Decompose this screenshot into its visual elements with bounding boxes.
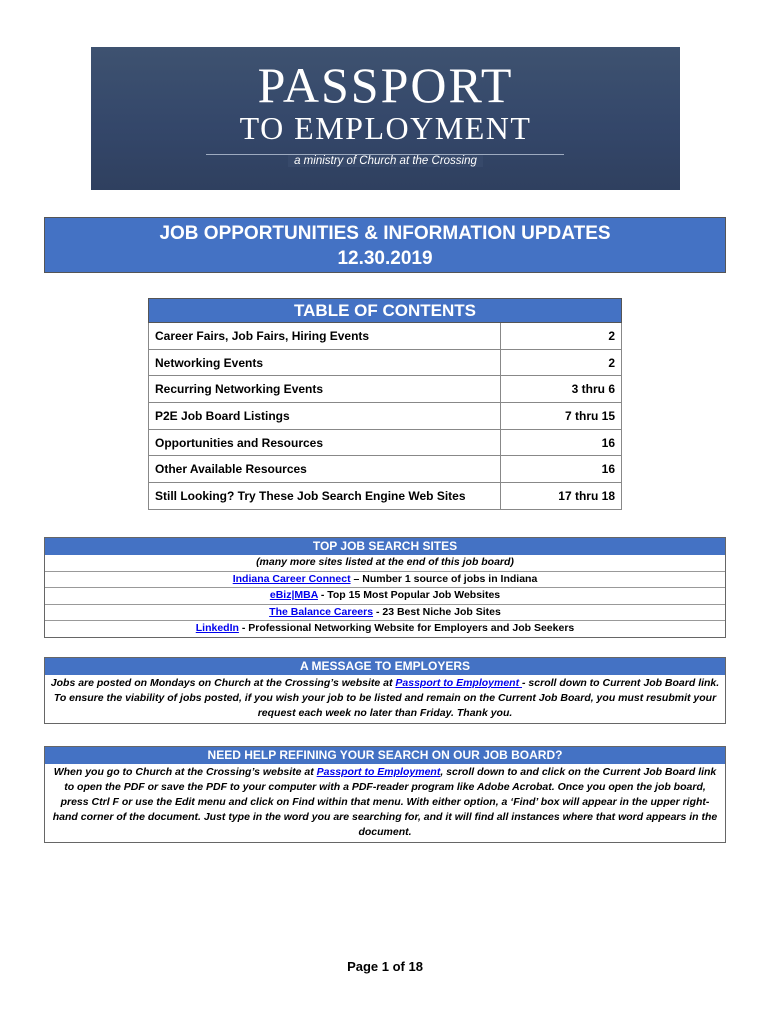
- document-title-line1: JOB OPPORTUNITIES & INFORMATION UPDATES: [159, 223, 611, 244]
- linkedin-link[interactable]: LinkedIn: [195, 622, 239, 634]
- toc-label: Networking Events: [149, 349, 501, 376]
- employers-heading: A MESSAGE TO EMPLOYERS: [45, 658, 725, 675]
- toc-row: [149, 429, 622, 456]
- banner-title-line2: TO EMPLOYMENT: [239, 110, 532, 146]
- ebiz-mba-link[interactable]: eBiz|MBA: [269, 589, 318, 601]
- toc-row: [149, 376, 622, 403]
- table-of-contents: [148, 298, 622, 510]
- toc-label: Career Fairs, Job Fairs, Hiring Events: [149, 323, 501, 350]
- site-description: - Top 15 Most Popular Job Websites: [317, 589, 501, 601]
- message-to-employers: [44, 657, 726, 724]
- site-description: - Professional Networking Website for Employers and Job Seekers: [238, 622, 575, 634]
- top-sites-note: (many more sites listed at the end of this job board): [256, 556, 514, 568]
- employers-text: [45, 675, 725, 723]
- search-help: [44, 746, 726, 843]
- list-item: [45, 571, 725, 588]
- passport-to-employment-link[interactable]: Passport to Employment: [316, 766, 441, 778]
- indiana-career-connect-link[interactable]: Indiana Career Connect: [232, 572, 351, 585]
- balance-careers-link[interactable]: The Balance Careers: [269, 605, 374, 618]
- employers-text-c: To ensure the viability of jobs posted, if you wish your job to be listed and remain on the Current Job Board, you must resubmit your request each week no later than Friday. Thank you.: [53, 692, 717, 719]
- toc-page: 16: [501, 456, 622, 483]
- banner-title-line1: PASSPORT: [257, 57, 514, 113]
- site-description: – Number 1 source of jobs in Indiana: [350, 572, 538, 585]
- top-job-search-sites: [44, 537, 726, 638]
- toc-heading: TABLE OF CONTENTS: [149, 299, 622, 323]
- employers-text-b: - scroll down to Current Job Board link.: [522, 677, 720, 689]
- toc-label: Opportunities and Resources: [149, 429, 501, 456]
- toc-page: 3 thru 6: [501, 376, 622, 403]
- list-item: [45, 604, 725, 621]
- toc-row: [149, 403, 622, 430]
- list-item: [45, 587, 725, 604]
- toc-page: 2: [501, 323, 622, 350]
- help-text: [45, 764, 725, 842]
- help-heading: NEED HELP REFINING YOUR SEARCH ON OUR JOB BOARD?: [45, 747, 725, 764]
- toc-label: Still Looking? Try These Job Search Engine Web Sites: [149, 483, 501, 510]
- toc-page: 2: [501, 349, 622, 376]
- toc-row: [149, 483, 622, 510]
- toc-row: [149, 323, 622, 350]
- list-item: [45, 620, 725, 637]
- toc-row: [149, 456, 622, 483]
- employers-text-a: Jobs are posted on Mondays on Church at the Crossing’s website at: [50, 677, 396, 689]
- document-title: [44, 217, 726, 273]
- site-description: - 23 Best Niche Job Sites: [373, 605, 501, 618]
- toc-label: Other Available Resources: [149, 456, 501, 483]
- document-date: 12.30.2019: [337, 248, 433, 269]
- toc-label: P2E Job Board Listings: [149, 403, 501, 430]
- page-number: Page 1 of 18: [347, 959, 423, 974]
- top-sites-heading: TOP JOB SEARCH SITES: [45, 538, 725, 555]
- banner-tagline: a ministry of Church at the Crossing: [91, 153, 680, 169]
- passport-to-employment-link[interactable]: Passport to Employment: [395, 677, 523, 689]
- toc-page: 17 thru 18: [501, 483, 622, 510]
- passport-banner: [91, 47, 680, 190]
- toc-page: 16: [501, 429, 622, 456]
- help-text-a: When you go to Church at the Crossing’s website at: [53, 766, 317, 778]
- help-text-b: , scroll down to and click on the Current Job Board link to open the PDF or save the PDF to your computer with a PDF-reader program like Adobe Acrobat. Once you open the job board, press Ctrl F or use the Edit menu and click on Find within that menu. With either option, a ‘Find’ box will appear in the upper right-hand corner of the document. Just type in the word you are searching for, and it will find all instances where that word appears in the document.: [52, 766, 718, 838]
- toc-row: [149, 349, 622, 376]
- toc-page: 7 thru 15: [501, 403, 622, 430]
- toc-label: Recurring Networking Events: [149, 376, 501, 403]
